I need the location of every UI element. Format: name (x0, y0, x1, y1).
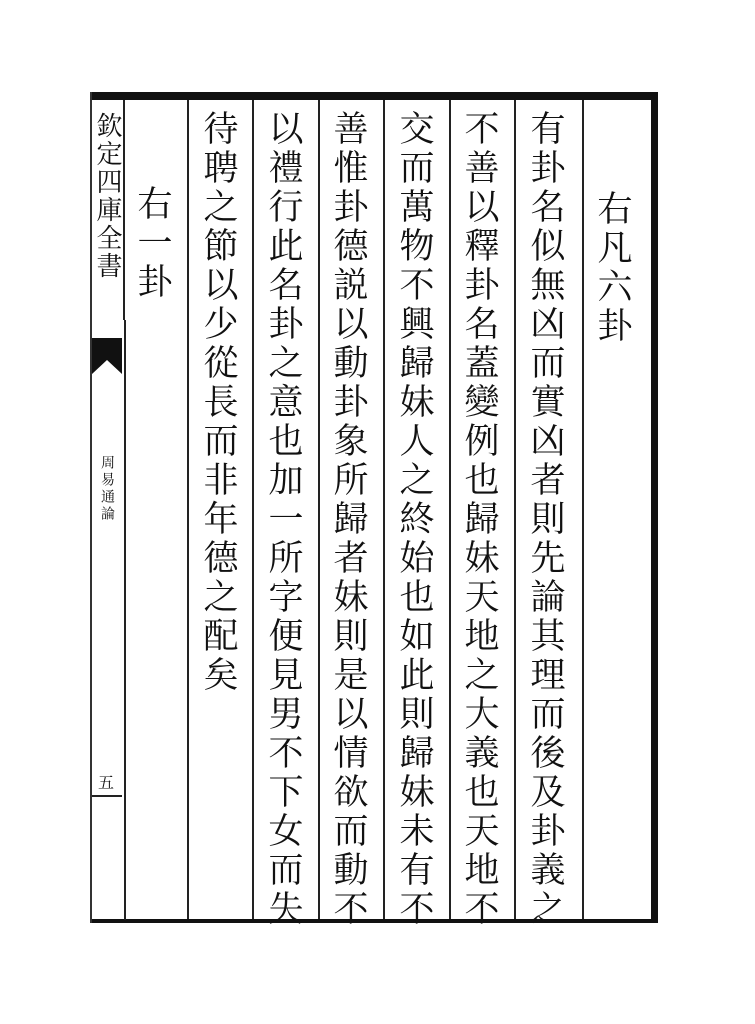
frame-bottom-border (90, 919, 657, 923)
text-column: 善惟卦德説以動卦象所歸者妹則是以情欲而動不 (328, 110, 368, 929)
column-rule (318, 100, 320, 919)
page-number: 五 (98, 773, 115, 792)
margin-divider-lower (124, 320, 126, 920)
text-column: 不善以釋卦名蓋變例也歸妹天地之大義也天地不 (459, 110, 499, 929)
margin-divider-upper (123, 100, 125, 320)
text-column: 交而萬物不興歸妹人之終始也如此則歸妹未有不 (394, 110, 434, 929)
text-column: 待聘之節以少從長而非年德之配矣 (198, 110, 238, 695)
fish-tail-mark-icon (92, 338, 122, 374)
column-rule (383, 100, 385, 919)
page-number-rule (92, 795, 122, 797)
column-rule (187, 100, 189, 919)
column-rule (252, 100, 254, 919)
text-column: 有卦名似無凶而實凶者則先論其理而後及卦義之 (525, 110, 565, 929)
column-rule (582, 100, 584, 919)
text-column-heading: 右凡六卦 (592, 190, 632, 346)
frame-right-border (651, 92, 658, 923)
text-column-footer: 右一卦 (132, 185, 172, 302)
section-label: 周易通論 (99, 455, 115, 523)
frame-top-border (90, 92, 657, 100)
column-rule (514, 100, 516, 919)
book-title: 欽定四庫全書 (92, 112, 122, 280)
column-rule (449, 100, 451, 919)
text-column: 以禮行此名卦之意也加一所字便見男不下女而失 (263, 110, 303, 929)
